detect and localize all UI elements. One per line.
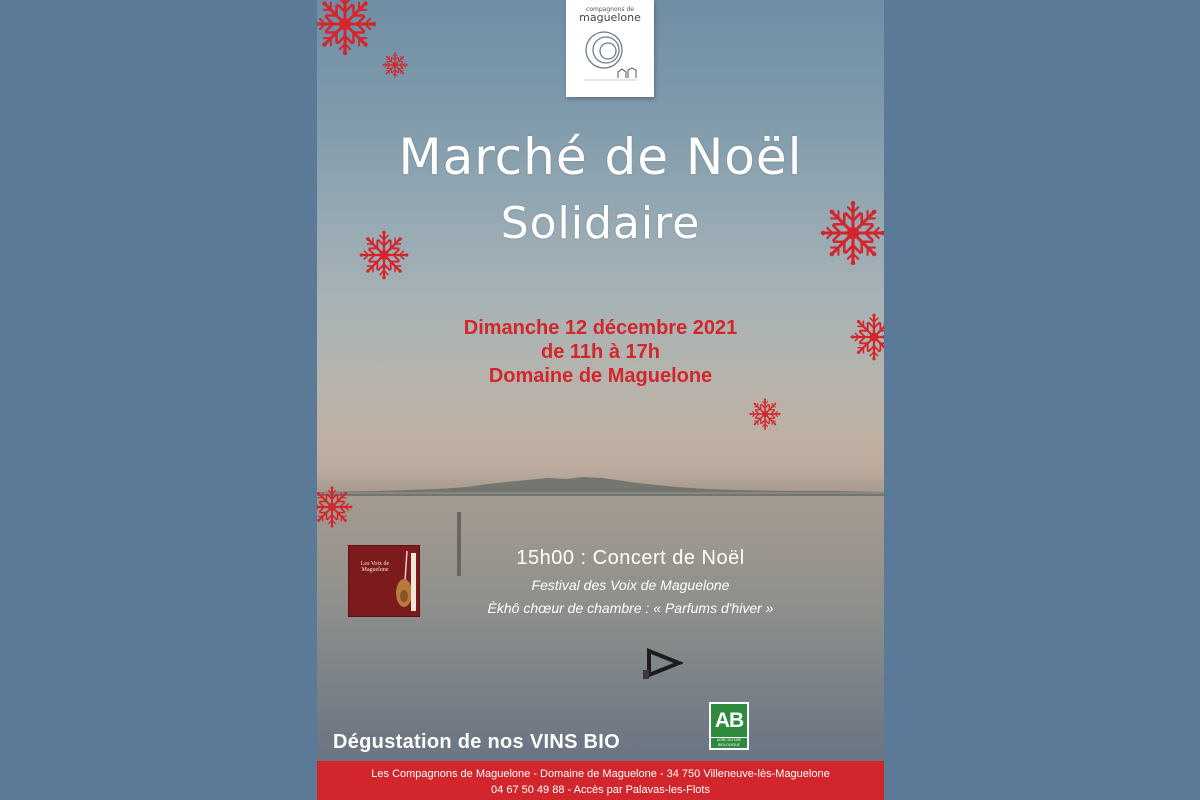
snowflake-icon: [850, 313, 884, 361]
island-silhouette: [317, 470, 884, 496]
ab-bio-logo: [709, 702, 749, 750]
wine-tasting-text: Dégustation de nos VINS BIO: [333, 731, 621, 753]
event-date: Dimanche 12 décembre 2021: [463, 317, 738, 339]
concert-festival: Festival des Voix de Maguelone: [531, 577, 730, 593]
snowflake-icon: [359, 230, 409, 280]
footer-address: Les Compagnons de Maguelone - Domaine de Maguelone - 34 750 Villeneuve-lès-Maguelone: [371, 768, 830, 780]
poster-subtitle: Solidaire: [500, 198, 701, 249]
logo-line1: compagnons de: [586, 6, 634, 13]
logo-name: maguelone: [579, 11, 641, 24]
snowflake-icon: [820, 200, 884, 266]
floating-buoy: [643, 645, 683, 679]
ab-logo-letters: AB: [711, 704, 747, 737]
poster-title: Marché de Noël: [398, 128, 803, 186]
snowflake-icon: [382, 52, 408, 78]
concert-title: 15h00 : Concert de Noël: [516, 547, 745, 569]
thumbnail-caption: Les Voix de Maguelone: [360, 561, 390, 573]
organization-logo: [566, 0, 654, 97]
snowflake-icon: [317, 486, 353, 528]
event-place: Domaine de Maguelone: [488, 365, 713, 387]
event-hours: de 11h à 17h: [541, 341, 660, 363]
footer-contact: 04 67 50 49 88 - Accès par Palavas-les-Flots: [491, 784, 710, 796]
concert-choir: Èkhô chœur de chambre : « Parfums d'hiver »: [487, 600, 774, 616]
ab-logo-caption: AGRICULTURE BIOLOGIQUE: [711, 738, 747, 748]
event-poster: [317, 0, 884, 800]
snowflake-icon: [317, 0, 377, 56]
snowflake-icon: [749, 398, 781, 430]
footer-bar: [317, 761, 884, 800]
logo-spiral-icon: [582, 26, 638, 90]
